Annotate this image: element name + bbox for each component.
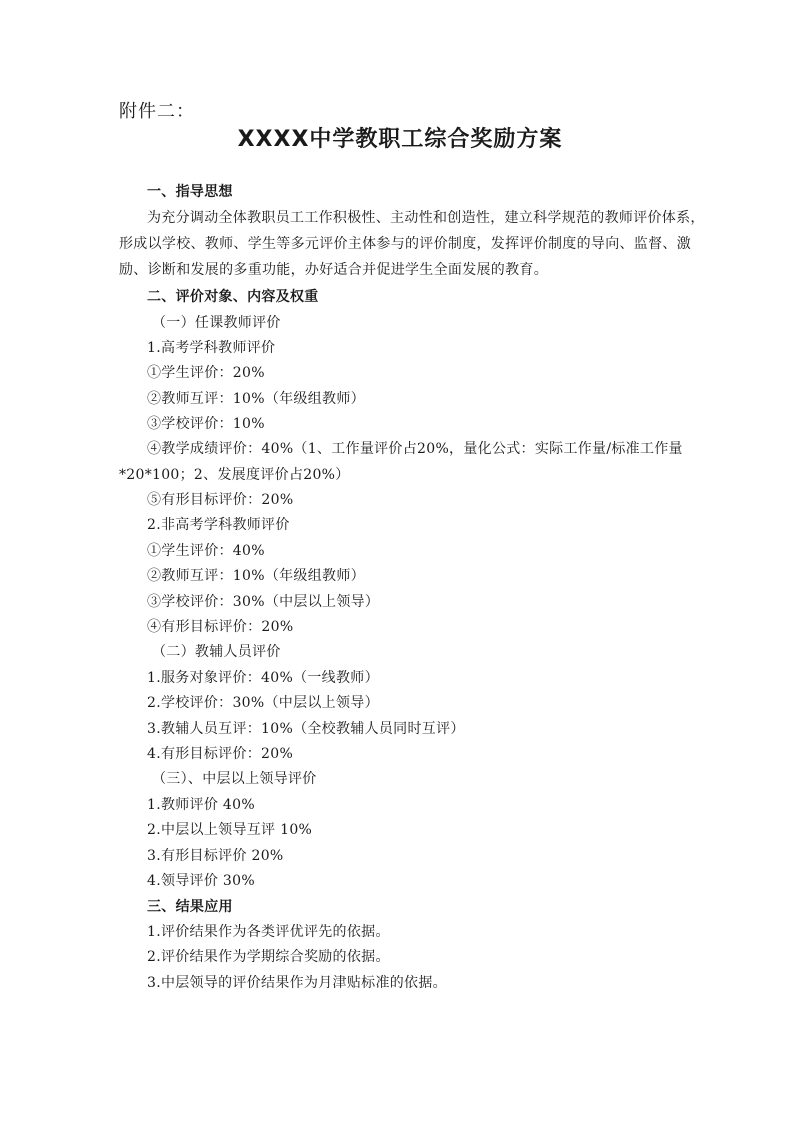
list-item: ④教学成绩评价：40%（1、工作量评价占20%，量化公式：实际工作量/标准工作量 xyxy=(147,441,683,457)
list-item: 4.领导评价 30% xyxy=(147,873,255,889)
list-item: 4.有形目标评价：20% xyxy=(147,746,294,762)
list-item: 2.非高考学科教师评价 xyxy=(147,517,290,533)
list-item: ③学校评价：10% xyxy=(147,416,265,432)
paragraph-line: 形成以学校、教师、学生等多元评价主体参与的评价制度，发挥评价制度的导向、监督、激 xyxy=(119,236,691,252)
list-item: 1.服务对象评价：40%（一线教师） xyxy=(147,670,379,686)
list-item: 2.学校评价：30%（中层以上领导） xyxy=(147,695,379,711)
list-item: ①学生评价：40% xyxy=(147,543,265,559)
section-heading-evaluation: 二、评价对象、内容及权重 xyxy=(147,289,319,305)
list-item: 1.教师评价 40% xyxy=(147,797,255,813)
list-item: 3.中层领导的评价结果作为月津贴标准的依据。 xyxy=(147,975,447,991)
attachment-label: 附件二： xyxy=(119,101,195,122)
list-item-continuation: *20*100；2、发展度评价占20%） xyxy=(119,467,350,483)
list-item: ②教师互评：10%（年级组教师） xyxy=(147,568,365,584)
list-item: ③学校评价：30%（中层以上领导） xyxy=(147,594,380,610)
list-item: ①学生评价：20% xyxy=(147,365,265,381)
paragraph-line: 为充分调动全体教职员工工作积极性、主动性和创造性，建立科学规范的教师评价体系， xyxy=(147,210,705,226)
list-item: ④有形目标评价：20% xyxy=(147,619,294,635)
paragraph-line: 励、诊断和发展的多重功能，办好适合并促进学生全面发展的教育。 xyxy=(119,262,548,278)
list-item: 2.评价结果作为学期综合奖励的依据。 xyxy=(147,949,390,965)
list-item: ②教师互评：10%（年级组教师） xyxy=(147,391,365,407)
list-item: 1.高考学科教师评价 xyxy=(147,340,276,356)
document-title: XXXX中学教职工综合奖励方案 xyxy=(237,127,563,152)
list-item: ⑤有形目标评价：20% xyxy=(147,492,294,508)
subsection-heading: （二）教辅人员评价 xyxy=(152,644,281,660)
subsection-heading: （三）、中层以上领导评价 xyxy=(152,771,317,787)
list-item: 1.评价结果作为各类评优评先的依据。 xyxy=(147,924,390,940)
list-item: 3.有形目标评价 20% xyxy=(147,848,284,864)
section-heading-results: 三、结果应用 xyxy=(147,899,233,915)
list-item: 3.教辅人员互评：10%（全校教辅人员同时互评） xyxy=(147,721,465,737)
subsection-heading: （一）任课教师评价 xyxy=(152,315,281,331)
list-item: 2.中层以上领导互评 10% xyxy=(147,822,313,838)
section-heading-guiding: 一、指导思想 xyxy=(147,184,233,200)
